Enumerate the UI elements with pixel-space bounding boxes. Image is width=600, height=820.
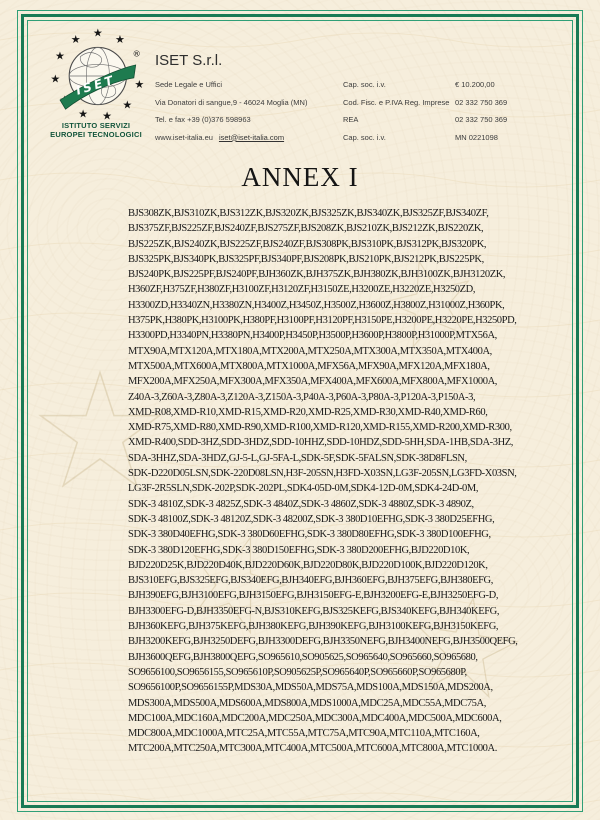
- code-line: BJS240PK,BJS225PF,BJS240PF,BJH360ZK,BJH375ZK,BJH380ZK,BJH3100ZK,BJH3120ZK,: [128, 269, 506, 281]
- detail-label: Cap. soc. i.v.: [343, 132, 386, 142]
- detail-label: Cap. soc. i.v.: [343, 80, 386, 89]
- code-line: BJH360KEFG,BJH375KEFG,BJH380KEFG,BJH390KEFG,BJH3100KEFG,BJH3150KEFG,: [128, 621, 499, 633]
- detail-value: € 10.200,00: [455, 80, 495, 89]
- code-line: SO9656100P,SO9656155P,MDS30A,MDS50A,MDS75A,MDS100A,MDS150A,MDS200A,: [128, 682, 493, 694]
- codes-block: [128, 206, 540, 757]
- code-line: SDK-3 380D120EFHG,SDK-3 380D150EFHG,SDK-3 380D200EFHG,BJD220D10K,: [128, 544, 470, 556]
- code-line: Z40A-3,Z60A-3,Z80A-3,Z120A-3,Z150A-3,P40A-3,P60A-3,P80A-3,P120A-3,P150A-3,: [128, 391, 476, 403]
- detail-value: 02 332 750 369: [455, 97, 508, 107]
- code-line: XMD-R75,XMD-R80,XMD-R90,XMD-R100,XMD-R120,XMD-R155,XMD-R200,XMD-R300,: [128, 422, 512, 434]
- logo-ribbon-text: ISET: [74, 72, 118, 98]
- code-line: SDK-D220D05LSN,SDK-220D08LSN,H3F-205SN,H3FD-X03SN,LG3F-205SN,LG3FD-X03SN,: [128, 468, 517, 480]
- svg-text:★: ★: [102, 109, 113, 123]
- page-title: ANNEX I: [241, 162, 359, 192]
- svg-text:★: ★: [92, 28, 103, 40]
- code-line: MDS300A,MDS500A,MDS600A,MDS800A,MDS1000A,MDC25A,MDC55A,MDC75A,: [128, 697, 486, 709]
- code-line: H3300PD,H3340PN,H3380PN,H3400P,H3450P,H3500P,H3600P,H3800P,H31000P,MTX56A,: [128, 330, 497, 342]
- detail-label: REA: [343, 115, 359, 124]
- letterhead-details: [343, 81, 568, 151]
- institute-name: [22, 121, 170, 139]
- detail-row: [343, 116, 568, 134]
- code-line: BJS310EFG,BJS325EFG,BJS340EFG,BJH340EFG,BJH360EFG,BJH375EFG,BJH380EFG,: [128, 575, 493, 587]
- code-line: BJS308ZK,BJS310ZK,BJS312ZK,BJS320ZK,BJS325ZK,BJS340ZK,BJS325ZF,BJS340ZF,: [128, 208, 489, 219]
- code-line: SDK-3 48100Z,SDK-3 48120Z,SDK-3 48200Z,SDK-3 380D10EFHG,SDK-3 380D25EFHG,: [128, 513, 495, 525]
- code-line: BJD220D25K,BJD220D40K,BJD220D60K,BJD220D80K,BJD220D100K,BJD220D120K,: [128, 559, 488, 571]
- address-line: Via Donatori di sangue,9 - 46024 Moglia (MN): [155, 97, 308, 107]
- email-link[interactable]: iset@iset-italia.com: [218, 132, 285, 142]
- code-line: BJH3300EFG-D,BJH3350EFG-N,BJS310KEFG,BJS325KEFG,BJS340KEFG,BJH340KEFG,: [128, 605, 500, 617]
- code-line: MTC200A,MTC250A,MTC300A,MTC400A,MTC500A,MTC600A,MTC800A,MTC1000A.: [128, 743, 497, 755]
- registered-mark: ®: [132, 48, 141, 59]
- code-line: MTX90A,MTX120A,MTX180A,MTX200A,MTX250A,MTX300A,MTX350A,MTX400A,: [128, 345, 492, 357]
- code-line: H375PK,H380PK,H3100PK,H380PF,H3100PF,H3120PF,H3150PE,H3200PE,H3220PE,H3250PD,: [128, 315, 517, 327]
- code-line: H3300ZD,H3340ZN,H3380ZN,H3400Z,H3450Z,H3500Z,H3600Z,H3800Z,H31000Z,H360PK,: [128, 299, 505, 311]
- institute-line-2: EUROPEI TECNOLOGICI: [50, 130, 142, 139]
- code-line: MDC800A,MDC1000A,MTC25A,MTC55A,MTC75A,MTC90A,MTC110A,MTC160A,: [128, 728, 480, 740]
- code-line: BJH3600QEFG,BJH3800QEFG,SO965610,SO905625,SO965640,SO965660,SO965680,: [128, 651, 478, 663]
- institute-line-1: ISTITUTO SERVIZI: [61, 121, 131, 130]
- code-line: SDA-3HHZ,SDA-3HDZ,GJ-5-L,GJ-5FA-L,SDK-5F,SDK-5FALSN,SDK-38D8FLSN,: [128, 452, 467, 464]
- detail-value: 02 332 750 369: [455, 115, 508, 124]
- code-line: MDC100A,MDC160A,MDC200A,MDC250A,MDC300A,MDC400A,MDC500A,MDC600A,: [128, 712, 502, 724]
- iset-logo: [45, 28, 147, 124]
- code-line: SO9656100,SO9656155,SO965610P,SO905625P,SO965640P,SO965660P,SO965680P,: [128, 666, 467, 678]
- svg-text:★: ★: [134, 78, 145, 91]
- website-link[interactable]: www.iset-italia.eu: [155, 132, 213, 142]
- code-line: BJS225ZK,BJS240ZK,BJS225ZF,BJS240ZF,BJS308PK,BJS310PK,BJS312PK,BJS320PK,: [128, 238, 487, 250]
- detail-row: [343, 99, 568, 117]
- svg-text:★: ★: [55, 49, 65, 63]
- company-name: ISET S.r.l.: [155, 52, 223, 69]
- svg-text:★: ★: [115, 32, 125, 46]
- code-line: BJH390EFG,BJH3100EFG,BJH3150EFG,BJH3150EFG-E,BJH3200EFG-E,BJH3250EFG-D,: [128, 590, 499, 602]
- code-line: BJS375ZF,BJS225ZF,BJS240ZF,BJS275ZF,BJS208ZK,BJS210ZK,BJS212ZK,BJS220ZK,: [128, 223, 484, 235]
- code-line: BJH3200KEFG,BJH3250DEFG,BJH3300DEFG,BJH3350NEFG,BJH3400NEFG,BJH3500QEFG,: [128, 636, 518, 648]
- office-label: Sede Legale e Uffici: [155, 80, 222, 89]
- letterhead-left: [155, 81, 307, 151]
- detail-row: [343, 81, 568, 99]
- code-line: BJS325PK,BJS340PK,BJS325PF,BJS340PF,BJS208PK,BJS210PK,BJS212PK,BJS225PK,: [128, 253, 484, 265]
- detail-value: MN 0221098: [455, 132, 498, 142]
- code-line: LG3F-2R5SLN,SDK-202P,SDK-202PL,SDK4-05D-0M,SDK4-12D-0M,SDK4-24D-0M,: [128, 483, 479, 495]
- code-line: SDK-3 380D40EFHG,SDK-3 380D60EFHG,SDK-3 380D80EFHG,SDK-3 380D100EFHG,: [128, 529, 491, 541]
- code-line: XMD-R08,XMD-R10,XMD-R15,XMD-R20,XMD-R25,XMD-R30,XMD-R40,XMD-R60,: [128, 406, 488, 418]
- phone-line: Tel. e fax +39 (0)376 598963: [155, 115, 251, 124]
- svg-text:★: ★: [78, 107, 89, 121]
- code-line: MTX500A,MTX600A,MTX800A,MTX1000A,MFX56A,MFX90A,MFX120A,MFX180A,: [128, 360, 490, 372]
- code-line: SDK-3 4810Z,SDK-3 4825Z,SDK-3 4840Z,SDK-3 4860Z,SDK-3 4880Z,SDK-3 4890Z,: [128, 498, 474, 510]
- svg-text:★: ★: [50, 72, 61, 86]
- code-line: MFX200A,MFX250A,MFX300A,MFX350A,MFX400A,MFX600A,MFX800A,MFX1000A,: [128, 376, 497, 388]
- code-line: XMD-R400,SDD-3HZ,SDD-3HDZ,SDD-10HHZ,SDD-10HDZ,SDD-5HH,SDA-1HB,SDA-3HZ,: [128, 437, 513, 449]
- detail-row: [343, 134, 568, 152]
- svg-text:★: ★: [122, 98, 133, 112]
- detail-label: Cod. Fisc. e P.IVA Reg. Imprese: [343, 97, 450, 107]
- code-line: H360ZF,H375ZF,H380ZF,H3100ZF,H3120ZF,H3150ZE,H3200ZE,H3220ZE,H3250ZD,: [128, 284, 476, 296]
- svg-text:★: ★: [70, 32, 81, 46]
